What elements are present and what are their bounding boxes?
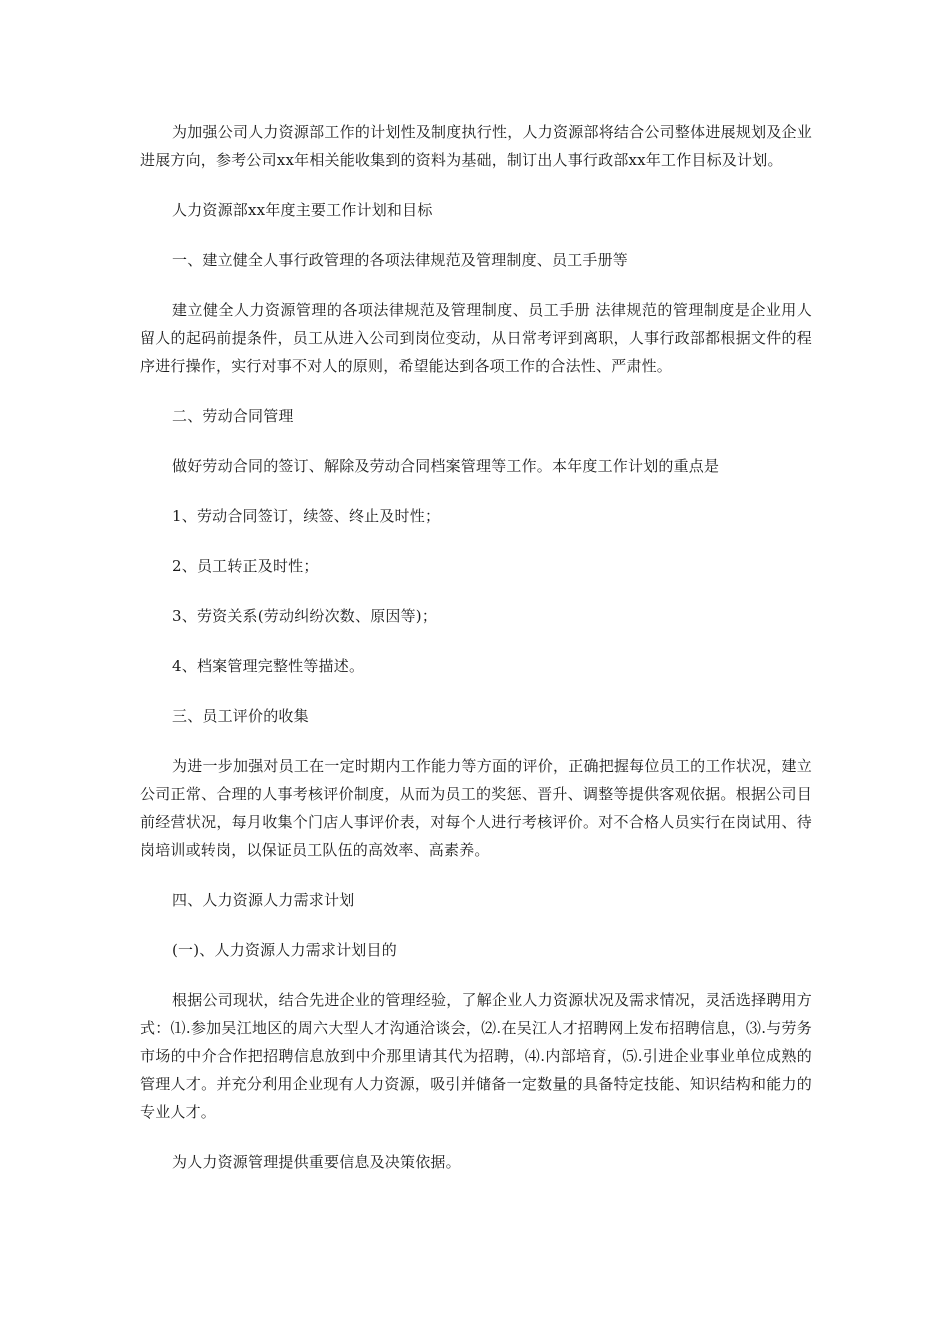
heading-3: 三、员工评价的收集 — [172, 707, 309, 725]
list-item-2: 2、员工转正及时性； — [172, 557, 319, 575]
intro-paragraph: 为加强公司人力资源部工作的计划性及制度执行性，人力资源部将结合公司整体进展规划及企业进展方向，参考公司xx年相关能收集到的资料为基础，制订出人事行政部xx年工作目标及计划。 — [140, 123, 812, 169]
section-2-body: 做好劳动合同的签订、解除及劳动合同档案管理等工作。本年度工作计划的重点是 — [172, 457, 720, 475]
heading-4: 四、人力资源人力需求计划 — [172, 891, 355, 909]
subheading-4-1: (一)、人力资源人力需求计划目的 — [172, 941, 397, 959]
heading-2: 二、劳动合同管理 — [172, 407, 294, 425]
list-item-1: 1、劳动合同签订，续签、终止及时性； — [172, 507, 441, 525]
section-1-body: 建立健全人力资源管理的各项法律规范及管理制度、员工手册 法律规范的管理制度是企业用人留人的起码前提条件，员工从进入公司到岗位变动，从日常考评到离职，人事行政部都根据文件的程序进行操作，实行对事不对人的原则，希望能达到各项工作的合法性、严肃性。 — [140, 301, 812, 375]
list-item-3: 3、劳资关系(劳动纠纷次数、原因等)； — [172, 607, 438, 625]
section-title: 人力资源部xx年度主要工作计划和目标 — [172, 201, 433, 219]
document-body — [140, 118, 812, 1176]
section-3-body: 为进一步加强对员工在一定时期内工作能力等方面的评价，正确把握每位员工的工作状况，建立公司正常、合理的人事考核评价制度，从而为员工的奖惩、晋升、调整等提供客观依据。根据公司目前经营状况，每月收集个门店人事评价表，对每个人进行考核评价。对不合格人员实行在岗试用、待岗培训或转岗，以保证员工队伍的高效率、高素养。 — [140, 757, 812, 859]
closing-paragraph: 为人力资源管理提供重要信息及决策依据。 — [172, 1153, 461, 1171]
list-item-4: 4、档案管理完整性等描述。 — [172, 657, 365, 675]
section-4-body: 根据公司现状，结合先进企业的管理经验，了解企业人力资源状况及需求情况，灵活选择聘用方式：⑴.参加吴江地区的周六大型人才沟通洽谈会，⑵.在吴江人才招聘网上发布招聘信息，⑶.与劳务市场的中介合作把招聘信息放到中介那里请其代为招聘，⑷.内部培育，⑸.引进企业事业单位成熟的管理人才。并充分利用企业现有人力资源，吸引并储备一定数量的具备特定技能、知识结构和能力的专业人才。 — [140, 991, 812, 1121]
heading-1: 一、建立健全人事行政管理的各项法律规范及管理制度、员工手册等 — [172, 251, 629, 269]
